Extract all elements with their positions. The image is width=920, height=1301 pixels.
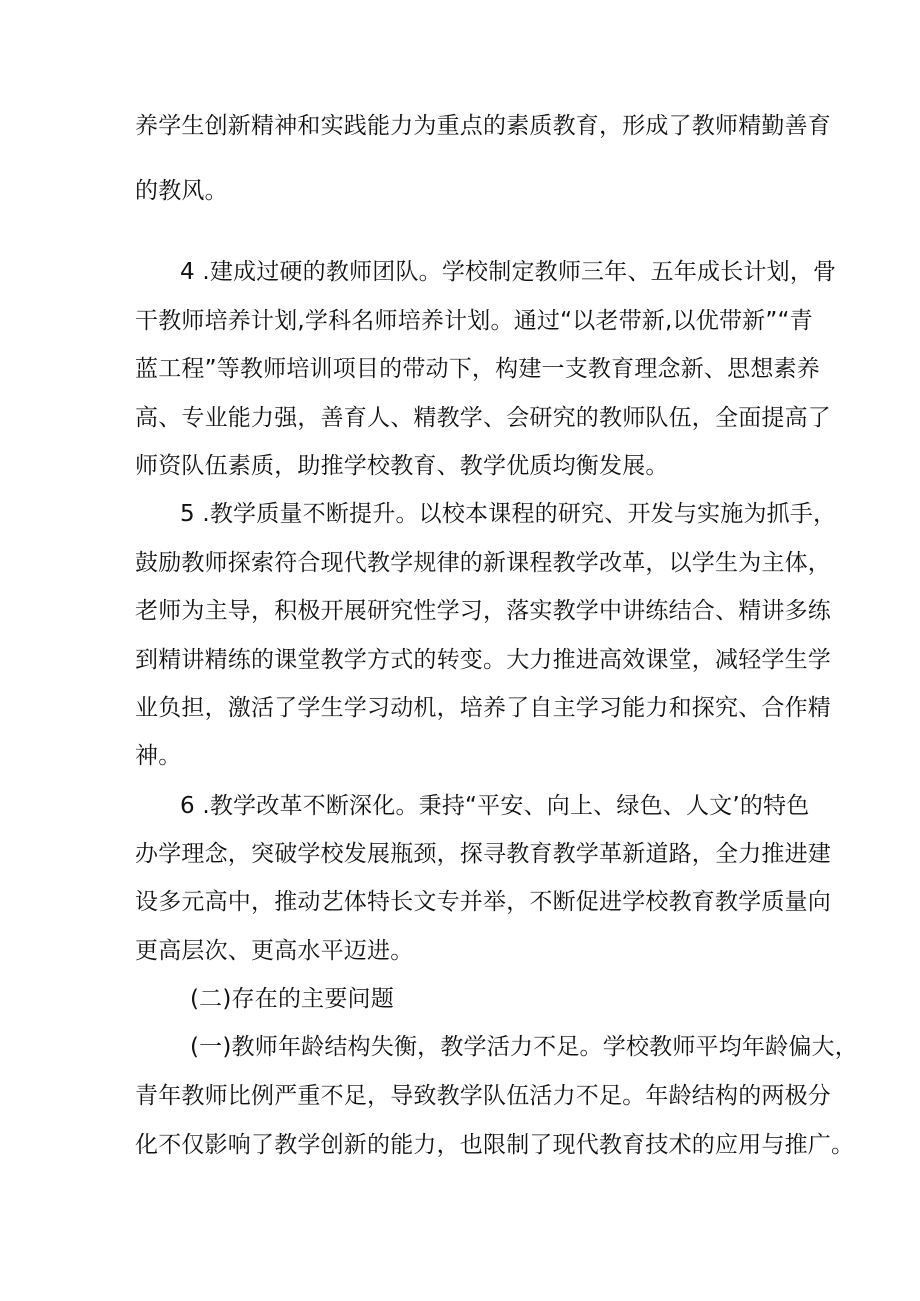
paragraph-line: 业负担，激活了学生学习动机，培养了自主学习能力和探究、合作精: [135, 695, 831, 721]
paragraph-line: 6 .教学改革不断深化。秉持“平安、向上、绿色、人文’的特色: [180, 793, 810, 819]
paragraph-line: 办学理念，突破学校发展瓶颈，探寻教育教学革新道路，全力推进建: [135, 841, 831, 867]
paragraph-line: 神。: [135, 743, 182, 769]
paragraph-line: 青年教师比例严重不足，导致教学队伍活力不足。年龄结构的两极分: [135, 1083, 831, 1109]
paragraph-line: 鼓励教师探索符合现代教学规律的新课程教学改革，以学生为主体，: [135, 550, 831, 576]
paragraph-line: 高、专业能力强，善育人、精教学、会研究的教师队伍，全面提高了: [135, 405, 831, 431]
paragraph-line: 养学生创新精神和实践能力为重点的素质教育，形成了教师精勤善育: [135, 113, 831, 139]
paragraph-line: 到精讲精练的课堂教学方式的转变。大力推进高效课堂，减轻学生学: [135, 647, 831, 673]
paragraph-line: (一)教师年龄结构失衡，教学活力不足。学校教师平均年龄偏大，: [190, 1034, 858, 1060]
paragraph-line: 干教师培养计划,学科名师培养计划。通过“以老带新,以优带新”“青: [135, 308, 813, 334]
section-heading: (二)存在的主要问题: [190, 986, 394, 1012]
paragraph-line: 5 .教学质量不断提升。以校本课程的研究、开发与实施为抓手，: [180, 501, 837, 527]
paragraph-line: 师资队伍素质，助推学校教育、教学优质均衡发展。: [135, 453, 669, 479]
paragraph-line: 蓝工程”等教师培训项目的带动下，构建一支教育理念新、思想素养: [135, 356, 820, 382]
paragraph-line: 的教风。: [135, 178, 228, 204]
paragraph-line: 4 .建成过硬的教师团队。学校制定教师三年、五年成长计划，骨: [180, 259, 837, 285]
paragraph-line: 化不仅影响了教学创新的能力，也限制了现代教育技术的应用与推广。: [135, 1132, 855, 1158]
paragraph-line: 更高层次、更高水平迈进。: [135, 938, 414, 964]
paragraph-line: 设多元高中，推动艺体特长文专并举，不断促进学校教育教学质量向: [135, 889, 831, 915]
paragraph-line: 老师为主导，积极开展研究性学习，落实教学中讲练结合、精讲多练: [135, 598, 831, 624]
